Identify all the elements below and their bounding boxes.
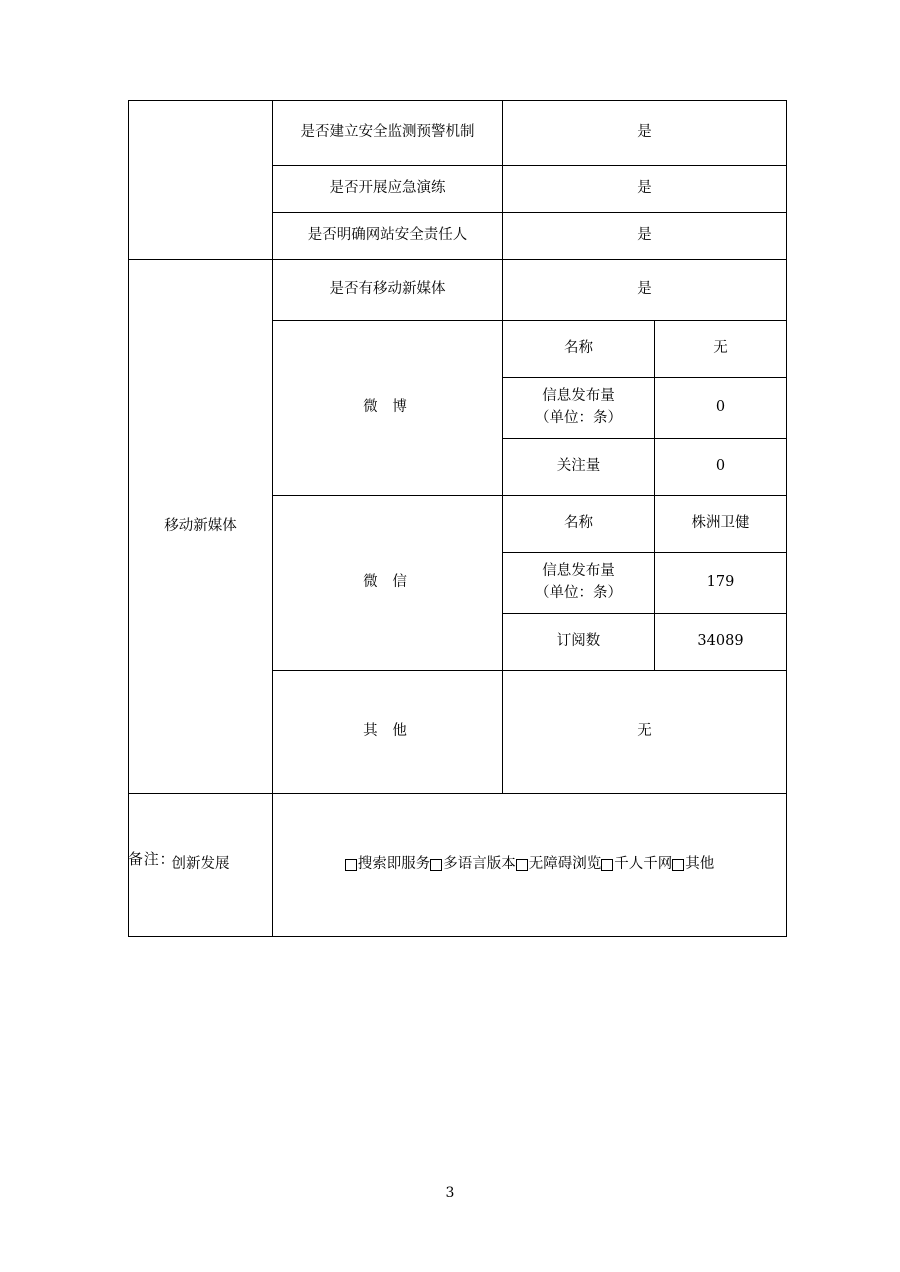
- weixin-subscriber-label: 订阅数: [503, 614, 655, 671]
- weibo-post-count-label: [503, 378, 655, 439]
- weibo-name-value: 无: [655, 321, 787, 378]
- weibo-follower-value: 0: [655, 439, 787, 496]
- checkbox-icon[interactable]: [345, 859, 357, 871]
- weixin-post-count-label: [503, 553, 655, 614]
- innovation-options-cell: [273, 794, 787, 937]
- table-row: [129, 260, 787, 321]
- weixin-post-count-label-line1: 信息发布量: [542, 563, 615, 580]
- other-media-value: 无: [503, 671, 787, 794]
- innovation-option-label: 多语言版本: [443, 856, 516, 873]
- innovation-section-header: 创新发展: [129, 794, 273, 937]
- weixin-post-count-value: 179: [655, 553, 787, 614]
- mobile-media-section-header: 移动新媒体: [129, 260, 273, 794]
- security-section-header: [129, 101, 273, 260]
- innovation-option-label: 搜索即服务: [357, 856, 431, 873]
- has-mobile-media-label: 是否有移动新媒体: [273, 260, 503, 321]
- remark-label: 备注：: [128, 850, 176, 868]
- weibo-post-count-label-line2: （单位：条）: [535, 410, 622, 426]
- security-label-2: 是否开展应急演练: [273, 166, 503, 213]
- security-value-2: 是: [503, 166, 787, 213]
- security-label-3: 是否明确网站安全责任人: [273, 213, 503, 260]
- has-mobile-media-value: 是: [503, 260, 787, 321]
- weibo-post-count-value: 0: [655, 378, 787, 439]
- weixin-name-value: 株洲卫健: [655, 496, 787, 553]
- weixin-name-label: 名称: [503, 496, 655, 553]
- table-row: [129, 101, 787, 166]
- security-value-3: 是: [503, 213, 787, 260]
- innovation-option-search-as-service[interactable]: [345, 854, 431, 876]
- annual-report-table: [128, 100, 787, 937]
- other-media-label: 其 他: [273, 671, 503, 794]
- weixin-label: 微 信: [273, 496, 503, 671]
- innovation-option-accessibility[interactable]: [516, 854, 602, 876]
- checkbox-icon[interactable]: [430, 859, 442, 871]
- weibo-name-label: 名称: [503, 321, 655, 378]
- security-label-1: 是否建立安全监测预警机制: [273, 101, 503, 166]
- checkbox-icon[interactable]: [601, 859, 613, 871]
- page-number: 3: [445, 1185, 455, 1201]
- checkbox-icon[interactable]: [516, 859, 528, 871]
- innovation-option-multilingual[interactable]: [430, 854, 516, 876]
- table-row: [129, 794, 787, 937]
- innovation-option-label: 无障碍浏览: [528, 856, 602, 873]
- innovation-option-label: 其他: [685, 856, 715, 873]
- innovation-checkbox-group: [277, 854, 782, 876]
- innovation-option-personalization[interactable]: [601, 854, 672, 876]
- weibo-label: 微 博: [273, 321, 503, 496]
- security-value-1: 是: [503, 101, 787, 166]
- innovation-option-label: 千人千网: [614, 856, 673, 873]
- weibo-post-count-label-line1: 信息发布量: [542, 388, 615, 405]
- checkbox-icon[interactable]: [672, 859, 684, 871]
- weixin-post-count-label-line2: （单位：条）: [535, 585, 622, 601]
- weibo-follower-label: 关注量: [503, 439, 655, 496]
- innovation-option-other[interactable]: [672, 854, 714, 876]
- weixin-subscriber-value: 34089: [655, 614, 787, 671]
